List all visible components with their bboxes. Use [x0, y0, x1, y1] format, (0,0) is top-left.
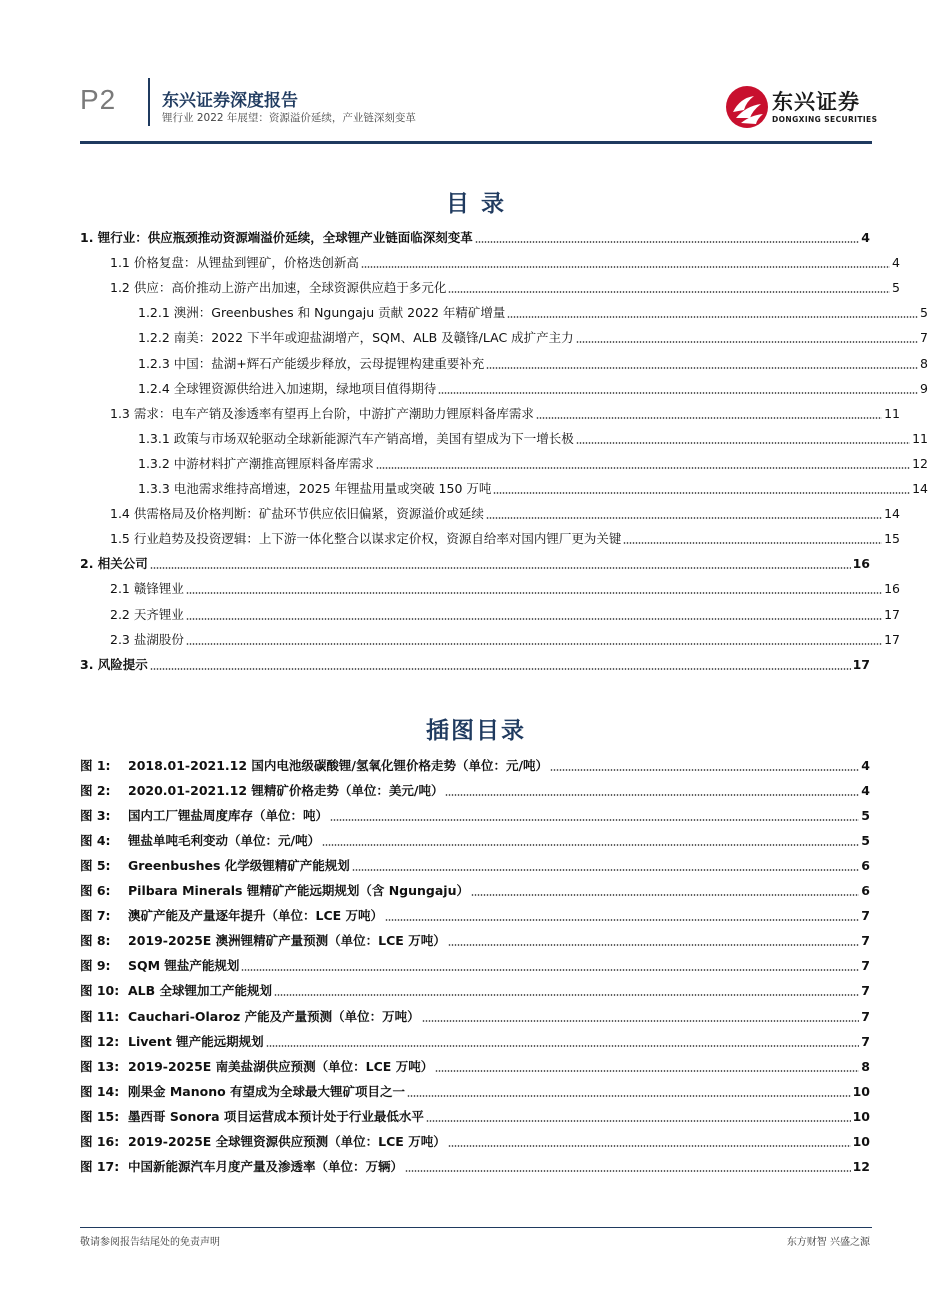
- figure-number: 图 1:: [80, 758, 111, 773]
- toc-entry[interactable]: [80, 276, 900, 296]
- page-ref: 17: [884, 631, 900, 647]
- toc-entry[interactable]: [80, 427, 928, 447]
- figure-label-group: [80, 1084, 405, 1100]
- dot-leader: [448, 291, 890, 293]
- page-ref: 8: [920, 355, 928, 371]
- figure-label: 2019-2025E 南美盐湖供应预测（单位：LCE 万吨）: [128, 1058, 434, 1074]
- toc-entry[interactable]: [80, 653, 870, 673]
- figure-entry[interactable]: [80, 1155, 870, 1175]
- figure-number: 图 17:: [80, 1158, 120, 1174]
- dot-leader: [507, 316, 918, 318]
- figure-label: Greenbushes 化学级锂精矿产能规划: [128, 858, 350, 874]
- figure-number: 图 10:: [80, 983, 120, 999]
- toc-entry-label: 3. 风险提示: [80, 656, 148, 672]
- figure-entry[interactable]: [80, 829, 870, 849]
- page-ref: 7: [861, 983, 870, 999]
- figure-number: 图 3:: [80, 808, 111, 824]
- figure-entry[interactable]: [80, 754, 870, 774]
- figure-number: 图 14:: [80, 1083, 120, 1099]
- page-ref: 10: [852, 1133, 870, 1149]
- toc-entry[interactable]: [80, 352, 928, 372]
- toc-entry-label: 2.2 天齐锂业: [110, 606, 184, 622]
- page-ref: 7: [861, 933, 870, 949]
- dot-leader: [186, 618, 882, 620]
- dot-leader: [405, 1170, 851, 1172]
- figure-label: Cauchari-Olaroz 产能及产量预测（单位：万吨）: [128, 1008, 420, 1024]
- page-header: [0, 0, 950, 150]
- dot-leader: [322, 844, 859, 846]
- toc-entry-label: 1.5 行业趋势及投资逻辑：上下游一体化整合以谋求定价权，资源自给率对国内锂厂更为关键: [110, 531, 622, 547]
- footer-slogan: 东方财智 兴盛之源: [786, 1237, 870, 1248]
- figure-label-group: [80, 1109, 424, 1125]
- toc-entry[interactable]: [80, 603, 900, 623]
- dot-leader: [576, 442, 910, 444]
- page-ref: 5: [861, 808, 870, 824]
- figure-label: 中国新能源汽车月度产量及渗透率（单位：万辆）: [128, 1158, 404, 1174]
- figure-label: 锂盐单吨毛利变动（单位：元/吨）: [128, 833, 321, 849]
- toc-entry-label: 1.3.1 政策与市场双轮驱动全球新能源汽车产销高增，美国有望成为下一增长极: [138, 430, 574, 446]
- figure-number: 图 12:: [80, 1033, 120, 1049]
- footer-disclaimer: 敬请参阅报告结尾处的免责声明: [80, 1237, 220, 1248]
- toc-entry[interactable]: [80, 527, 900, 547]
- dot-leader: [445, 794, 859, 796]
- figure-label: 2019-2025E 全球锂资源供应预测（单位：LCE 万吨）: [128, 1133, 446, 1149]
- page-ref: 4: [861, 230, 870, 245]
- figure-number: 图 9:: [80, 958, 111, 974]
- page-ref: 10: [852, 1108, 870, 1124]
- dot-leader: [385, 919, 859, 921]
- toc-entry[interactable]: [80, 377, 928, 397]
- footer-rule: [80, 1227, 872, 1228]
- figure-entry[interactable]: [80, 979, 870, 999]
- page-ref: 15: [884, 531, 900, 547]
- figure-entry[interactable]: [80, 1005, 870, 1025]
- toc-entry-label: 1.3 需求：电车产销及渗透率有望再上台阶，中游扩产潮助力锂原料备库需求: [110, 405, 534, 421]
- header-rule: [80, 141, 872, 144]
- page-ref: 11: [912, 430, 928, 446]
- dot-leader: [274, 994, 859, 996]
- toc-entry[interactable]: [80, 552, 870, 572]
- toc-entry[interactable]: [80, 452, 928, 472]
- toc-entry-label: 1. 锂行业：供应瓶颈推动资源端溢价延续，全球锂产业链面临深刻变革: [80, 230, 473, 245]
- page-ref: 6: [861, 883, 870, 899]
- page-ref: 4: [861, 783, 870, 799]
- toc-entry[interactable]: [80, 628, 900, 648]
- page-ref: 14: [912, 481, 928, 496]
- figure-entry[interactable]: [80, 929, 870, 949]
- dot-leader: [536, 417, 882, 419]
- dot-leader: [266, 1045, 860, 1047]
- figure-entry[interactable]: [80, 1130, 870, 1150]
- page-ref: 6: [861, 858, 870, 874]
- toc-entry-label: 1.2 供应：高价推动上游产出加速，全球资源供应趋于多元化: [110, 280, 447, 296]
- figure-label-group: [80, 908, 383, 924]
- dot-leader: [330, 819, 859, 821]
- figure-number: 图 11:: [80, 1008, 120, 1024]
- figure-number: 图 2:: [80, 783, 111, 799]
- figure-entry[interactable]: [80, 904, 870, 924]
- figure-number: 图 16:: [80, 1133, 120, 1149]
- report-title: 东兴证券深度报告: [162, 91, 298, 111]
- figure-label: 2018.01-2021.12 国内电池级碳酸锂/氢氧化锂价格走势（单位：元/吨）: [128, 758, 549, 773]
- toc-entry[interactable]: [80, 577, 900, 597]
- dot-leader: [576, 341, 918, 343]
- dot-leader: [422, 1020, 860, 1022]
- figure-label-group: [80, 1009, 420, 1025]
- dot-leader: [150, 668, 851, 670]
- figure-number: 图 5:: [80, 858, 111, 874]
- page-ref: 7: [861, 1033, 870, 1049]
- dot-leader: [623, 542, 882, 544]
- figure-entry[interactable]: [80, 779, 870, 799]
- toc-entry-label: 2.1 赣锋锂业: [110, 581, 184, 597]
- page-ref: 17: [884, 606, 900, 622]
- toc-entry-label: 1.4 供需格局及价格判断：矿盐环节供应依旧偏紧，资源溢价或延续: [110, 506, 484, 522]
- figure-number: 图 8:: [80, 933, 111, 949]
- figure-label-group: [80, 1059, 433, 1075]
- toc-entry[interactable]: [80, 226, 870, 246]
- dot-leader: [475, 241, 859, 243]
- page-ref: 12: [912, 455, 928, 471]
- company-logo: [724, 84, 878, 130]
- figure-entry[interactable]: [80, 1105, 870, 1125]
- toc-entry[interactable]: [80, 301, 928, 321]
- figure-number: 图 15:: [80, 1108, 120, 1124]
- figure-label: 2019-2025E 澳洲锂精矿产量预测（单位：LCE 万吨）: [128, 933, 446, 949]
- page-ref: 12: [852, 1158, 870, 1174]
- figure-label-group: [80, 983, 272, 999]
- dot-leader: [438, 392, 918, 394]
- page-ref: 10: [852, 1083, 870, 1099]
- figure-label: 墨西哥 Sonora 项目运营成本预计处于行业最低水平: [128, 1108, 424, 1124]
- figure-number: 图 7:: [80, 908, 111, 924]
- figure-label: 澳矿产能及产量逐年提升（单位：LCE 万吨）: [128, 908, 384, 924]
- page-ref: 7: [861, 1008, 870, 1024]
- toc-entry-label: 1.2.2 南美：2022 下半年或迎盐湖增产，SQM、ALB 及赣锋/LAC 成扩产主力: [138, 330, 574, 346]
- dot-leader: [448, 944, 860, 946]
- dot-leader: [493, 492, 910, 494]
- figure-entry[interactable]: [80, 854, 870, 874]
- toc-entry[interactable]: [80, 402, 900, 422]
- dot-leader: [361, 266, 890, 268]
- figure-label-group: [80, 958, 239, 974]
- page-ref: 4: [861, 758, 870, 773]
- dot-leader: [486, 517, 882, 519]
- toc-entry-label: 1.2.1 澳洲：Greenbushes 和 Ngungaju 贡献 2022 年精矿增量: [138, 305, 506, 321]
- dot-leader: [376, 467, 910, 469]
- figure-label: 刚果金 Manono 有望成为全球最大锂矿项目之一: [128, 1083, 406, 1099]
- figure-entry[interactable]: [80, 1055, 870, 1075]
- figure-entry[interactable]: [80, 1080, 870, 1100]
- toc-title: 目 录: [445, 191, 506, 217]
- toc-entry[interactable]: [80, 326, 928, 346]
- dot-leader: [486, 367, 918, 369]
- toc-entry-label: 1.2.4 全球锂资源供给进入加速期，绿地项目值得期待: [138, 380, 437, 396]
- figure-entry[interactable]: [80, 954, 870, 974]
- page-ref: 11: [884, 405, 900, 421]
- dot-leader: [407, 1095, 851, 1097]
- dot-leader: [150, 567, 851, 569]
- figure-label: SQM 锂盐产能规划: [128, 958, 240, 974]
- page-ref: 7: [861, 908, 870, 924]
- figure-number: 图 4:: [80, 833, 111, 849]
- figure-label-group: [80, 783, 443, 799]
- figure-number: 图 13:: [80, 1058, 120, 1074]
- page-ref: 9: [920, 380, 928, 396]
- figure-entry[interactable]: [80, 879, 870, 899]
- figure-entry[interactable]: [80, 1030, 870, 1050]
- figure-label: ALB 全球锂加工产能规划: [128, 983, 273, 999]
- header-divider: [148, 78, 150, 126]
- page-ref: 17: [852, 656, 870, 672]
- page-ref: 5: [861, 833, 870, 849]
- dot-leader: [550, 769, 859, 771]
- dot-leader: [426, 1120, 851, 1122]
- figure-label-group: [80, 858, 350, 874]
- page-ref: 7: [861, 958, 870, 974]
- figures-title: 插图目录: [426, 718, 526, 744]
- page-ref: 16: [884, 581, 900, 597]
- figure-entry[interactable]: [80, 804, 870, 824]
- logo-mark-icon: [724, 84, 770, 130]
- dot-leader: [448, 1145, 851, 1147]
- page-ref: 7: [920, 330, 928, 346]
- figure-label: Livent 锂产能远期规划: [128, 1033, 264, 1049]
- figure-label: Pilbara Minerals 锂精矿产能远期规划（含 Ngungaju）: [128, 883, 469, 899]
- toc-entry-label: 1.3.3 电池需求维持高增速，2025 年锂盐用量或突破 150 万吨: [138, 481, 492, 496]
- dot-leader: [186, 592, 882, 594]
- dot-leader: [352, 869, 860, 871]
- toc-entry-label: 1.2.3 中国：盐湖+辉石产能缓步释放，云母提锂构建重要补充: [138, 355, 485, 371]
- figure-label-group: [80, 808, 328, 824]
- toc-entry[interactable]: [80, 251, 900, 271]
- figure-label-group: [80, 883, 469, 899]
- figure-label-group: [80, 933, 446, 949]
- dot-leader: [471, 894, 859, 896]
- dot-leader: [435, 1070, 859, 1072]
- page-ref: 14: [884, 506, 900, 522]
- page-number: P2: [80, 84, 117, 115]
- page-ref: 5: [920, 305, 928, 321]
- figure-label-group: [80, 1034, 264, 1050]
- page-ref: 16: [852, 556, 870, 572]
- figure-label: 2020.01-2021.12 锂精矿价格走势（单位：美元/吨）: [128, 783, 444, 799]
- dot-leader: [186, 643, 882, 645]
- figure-label-group: [80, 758, 548, 774]
- figure-label: 国内工厂锂盐周度库存（单位：吨）: [128, 808, 329, 824]
- toc-entry[interactable]: [80, 477, 928, 497]
- toc-entry-label: 1.3.2 中游材料扩产潮推高锂原料备库需求: [138, 455, 374, 471]
- figure-label-group: [80, 1159, 403, 1175]
- dot-leader: [241, 969, 859, 971]
- toc-entry-label: 2.3 盐湖股份: [110, 631, 184, 647]
- toc-entry-label: 1.1 价格复盘：从锂盐到锂矿，价格迭创新高: [110, 255, 359, 271]
- logo-text-en: DONGXING SECURITIES: [772, 115, 878, 124]
- page-ref: 8: [861, 1058, 870, 1074]
- figure-number: 图 6:: [80, 883, 111, 899]
- page-ref: 5: [892, 280, 900, 296]
- figure-label-group: [80, 1134, 446, 1150]
- figure-label-group: [80, 833, 320, 849]
- toc-entry[interactable]: [80, 502, 900, 522]
- page-ref: 4: [892, 255, 900, 271]
- logo-text-cn: 东兴证券: [772, 90, 860, 114]
- toc-entry-label: 2. 相关公司: [80, 556, 148, 572]
- report-subtitle: 锂行业 2022 年展望：资源溢价延续，产业链深刻变革: [162, 112, 416, 124]
